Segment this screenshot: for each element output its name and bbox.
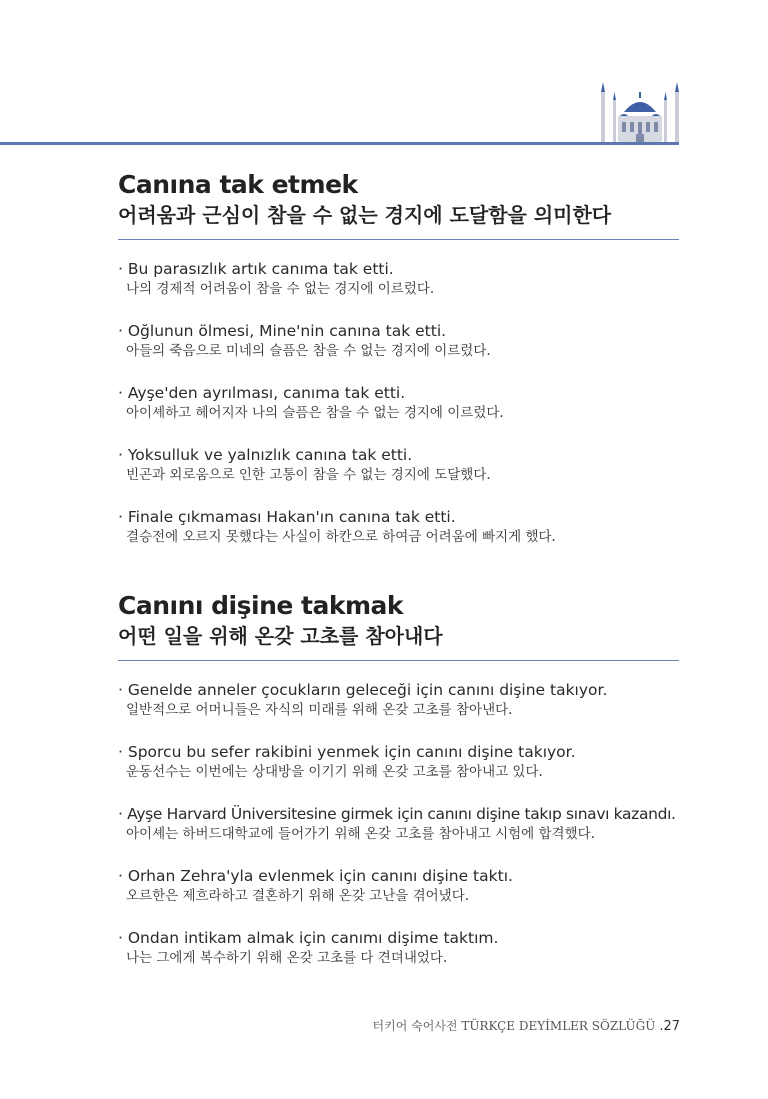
example-korean: 나의 경제적 어려움이 참을 수 없는 경지에 이르렀다. bbox=[126, 281, 435, 297]
example-turkish: · Orhan Zehra'yla evlenmek için canını dişine taktı. bbox=[118, 867, 513, 885]
example-turkish: · Ayşe Harvard Üniversitesine girmek için canını dişine takıp sınavı kazandı. bbox=[118, 805, 676, 823]
idiom-section bbox=[118, 591, 680, 990]
example-korean: 오르한은 제흐라하고 결혼하기 위해 온갖 고난을 겪어냈다. bbox=[126, 888, 470, 904]
example-item bbox=[118, 259, 680, 321]
example-item bbox=[118, 928, 680, 990]
example-list bbox=[118, 259, 680, 569]
example-turkish: · Oğlunun ölmesi, Mine'nin canına tak etti. bbox=[118, 322, 447, 340]
example-korean: 일반적으로 어머니들은 자식의 미래를 위해 온갖 고초를 참아낸다. bbox=[126, 702, 513, 718]
example-turkish: · Finale çıkmaması Hakan'ın canına tak etti. bbox=[118, 508, 456, 526]
example-item bbox=[118, 804, 680, 866]
example-korean: 빈곤과 외로움으로 인한 고통이 참을 수 없는 경지에 도달했다. bbox=[126, 467, 491, 483]
example-turkish: · Sporcu bu sefer rakibini yenmek için canını dişine takıyor. bbox=[118, 743, 576, 761]
idiom-section bbox=[118, 170, 680, 569]
example-item bbox=[118, 866, 680, 928]
example-item bbox=[118, 507, 680, 569]
example-korean: 나는 그에게 복수하기 위해 온갖 고초를 다 견뎌내었다. bbox=[126, 950, 448, 966]
example-turkish: · Genelde anneler çocukların geleceği için canını dişine takıyor. bbox=[118, 681, 608, 699]
example-korean: 결승전에 오르지 못했다는 사실이 하칸으로 하여금 어려움에 빠지게 했다. bbox=[126, 529, 556, 545]
header-rule bbox=[0, 142, 679, 145]
example-turkish: · Ayşe'den ayrılması, canıma tak etti. bbox=[118, 384, 406, 402]
page-number: .27 bbox=[659, 1019, 680, 1034]
page-footer bbox=[373, 1017, 680, 1034]
idiom-meaning: 어려움과 근심이 참을 수 없는 경지에 도달함을 의미한다 bbox=[118, 203, 612, 227]
idiom-meaning: 어떤 일을 위해 온갖 고초를 참아내다 bbox=[118, 624, 443, 648]
example-item bbox=[118, 321, 680, 383]
example-korean: 운동선수는 이번에는 상대방을 이기기 위해 온갖 고초를 참아내고 있다. bbox=[126, 764, 543, 780]
example-item bbox=[118, 383, 680, 445]
example-item bbox=[118, 742, 680, 804]
idiom-title: Canını dişine takmak bbox=[118, 591, 404, 620]
example-korean: 아이셰하고 헤어지자 나의 슬픔은 참을 수 없는 경지에 이르렀다. bbox=[126, 405, 504, 421]
example-list bbox=[118, 680, 680, 990]
idiom-title: Canına tak etmek bbox=[118, 170, 358, 199]
section-rule bbox=[118, 239, 679, 240]
section-rule bbox=[118, 660, 679, 661]
footer-book-title: 터키어 숙어사전 TÜRKÇE DEYİMLER SÖZLÜĞÜ bbox=[372, 1019, 656, 1033]
example-turkish: · Yoksulluk ve yalnızlık canına tak etti. bbox=[118, 446, 413, 464]
example-korean: 아들의 죽음으로 미네의 슬픔은 참을 수 없는 경지에 이르렀다. bbox=[126, 343, 491, 359]
example-item bbox=[118, 680, 680, 742]
example-turkish: · Bu parasızlık artık canıma tak etti. bbox=[118, 260, 394, 278]
example-korean: 아이셰는 하버드대학교에 들어가기 위해 온갖 고초를 참아내고 시험에 합격했다. bbox=[126, 826, 595, 842]
example-turkish: · Ondan intikam almak için canımı dişime taktım. bbox=[118, 929, 499, 947]
mosque-icon bbox=[598, 78, 682, 144]
example-item bbox=[118, 445, 680, 507]
